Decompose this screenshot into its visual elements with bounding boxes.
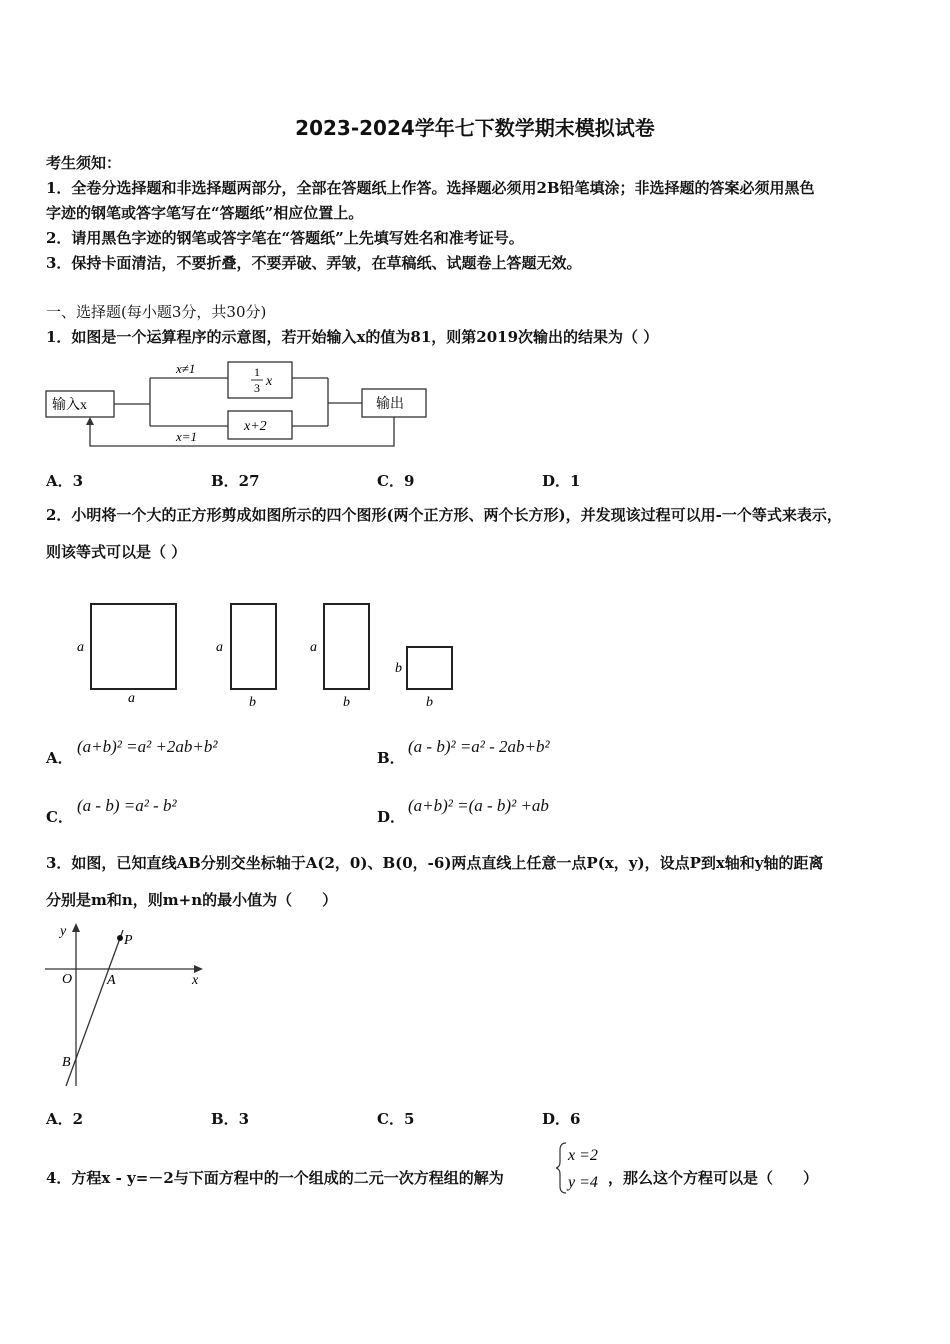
q2-option-a-expr[interactable]: (a+b)² =a² +2ab+b² [77, 737, 218, 756]
q2-option-b-label[interactable]: B． [377, 749, 405, 767]
q2-option-c-label[interactable]: C． [46, 808, 73, 826]
brace-icon [556, 1143, 566, 1193]
q2-option-c-expr[interactable]: (a - b) =a² - b² [77, 796, 177, 815]
q1-stem: 1．如图是一个运算程序的示意图，若开始输入x的值为81，则第2019次输出的结果为（ ） [46, 328, 659, 346]
q2-rectangle-1 [231, 604, 276, 689]
q3-coordinate-graph [40, 920, 210, 1092]
q2-shapes-figure [70, 596, 470, 712]
q3-point-p-label: P [124, 933, 133, 948]
q2-label-r1-side: a [216, 640, 223, 655]
q2-option-b-expr[interactable]: (a - b)² =a² - 2ab+b² [408, 737, 550, 756]
q1-frac-den: 3 [254, 381, 260, 395]
q4-eq1: x =2 [568, 1147, 598, 1164]
q1-frac-num: 1 [254, 365, 260, 379]
q2-rectangle-2 [324, 604, 369, 689]
q1-cond-top: x≠1 [176, 361, 196, 376]
q1-frac-var: x [266, 374, 273, 389]
notice-heading: 考生须知： [46, 154, 122, 172]
q2-label-s2-side: b [395, 661, 402, 676]
notice-line-2: 2．请用黑色字迹的钢笔或答字笔在“答题纸”上先填写姓名和准考证号。 [46, 229, 524, 247]
section-heading: 一、选择题(每小题3分，共30分) [46, 303, 267, 321]
q2-option-d-label[interactable]: D． [377, 808, 406, 826]
q4-eq2: y =4 [568, 1174, 598, 1191]
q2-label-r2-bottom: b [343, 695, 350, 710]
q3-x-label: x [192, 973, 199, 988]
q3-option-c[interactable]: C．5 [377, 1110, 415, 1128]
q3-origin-label: O [62, 972, 73, 987]
q1-flow-diagram [40, 356, 440, 452]
q1-option-a[interactable]: A．3 [46, 472, 84, 490]
q3-option-a[interactable]: A．2 [46, 1110, 84, 1128]
notice-line-1: 1．全卷分选择题和非选择题两部分，全部在答题纸上作答。选择题必须用2B铅笔填涂；非选择题的答案必须用黑色 [46, 179, 815, 197]
notice-line-3: 3．保持卡面清洁，不要折叠，不要弄破、弄皱，在草稿纸、试题卷上答题无效。 [46, 254, 582, 272]
q3-option-d[interactable]: D．6 [542, 1110, 581, 1128]
q3-y-label: y [60, 924, 67, 939]
q2-label-s1-side: a [77, 640, 84, 655]
q3-option-b[interactable]: B．3 [211, 1110, 250, 1128]
q1-option-b[interactable]: B．27 [211, 472, 260, 490]
q4-stem-post: ，那么这个方程可以是（ ） [608, 1169, 819, 1187]
q3-stem-2: 分别是m和n，则m+n的最小值为（ ） [46, 891, 338, 909]
q1-input-label: 输入x [52, 398, 87, 413]
q3-point-b-label: B [62, 1055, 71, 1070]
q2-stem-1: 2．小明将一个大的正方形剪成如图所示的四个图形(两个正方形、两个长方形)，并发现该过程可以用-一个等式来表示， [46, 506, 842, 524]
point-p [117, 935, 123, 941]
q4-stem-pre: 4．方程x - y=－2与下面方程中的一个组成的二元一次方程组的解为 [46, 1169, 504, 1187]
q2-option-a-label[interactable]: A． [46, 749, 73, 767]
q2-label-s1-bottom: a [128, 691, 135, 706]
q2-small-square [407, 647, 452, 689]
q1-option-d[interactable]: D．1 [542, 472, 581, 490]
q3-stem-1: 3．如图，已知直线AB分别交坐标轴于A(2，0)、B(0，-6)两点直线上任意一点P(x，y)，设点P到x轴和y轴的距离 [46, 854, 824, 872]
q1-output-label: 输出 [376, 397, 404, 412]
notice-line-1b: 字迹的钢笔或答字笔写在“答题纸”相应位置上。 [46, 204, 364, 222]
q2-big-square [91, 604, 176, 689]
q2-stem-2: 则该等式可以是（ ） [46, 543, 187, 561]
q2-label-s2-bottom: b [426, 695, 433, 710]
q2-label-r2-side: a [310, 640, 317, 655]
q2-option-d-expr[interactable]: (a+b)² =(a - b)² +ab [408, 796, 549, 815]
q2-label-r1-bottom: b [249, 695, 256, 710]
line-ab [66, 930, 123, 1086]
q1-option-c[interactable]: C．9 [377, 472, 415, 490]
q3-point-a-label: A [107, 973, 116, 988]
page-title: 2023-2024学年七下数学期末模拟试卷 [295, 116, 655, 140]
q1-cond-bottom: x=1 [176, 429, 198, 444]
q1-op-bottom: x+2 [244, 419, 267, 434]
